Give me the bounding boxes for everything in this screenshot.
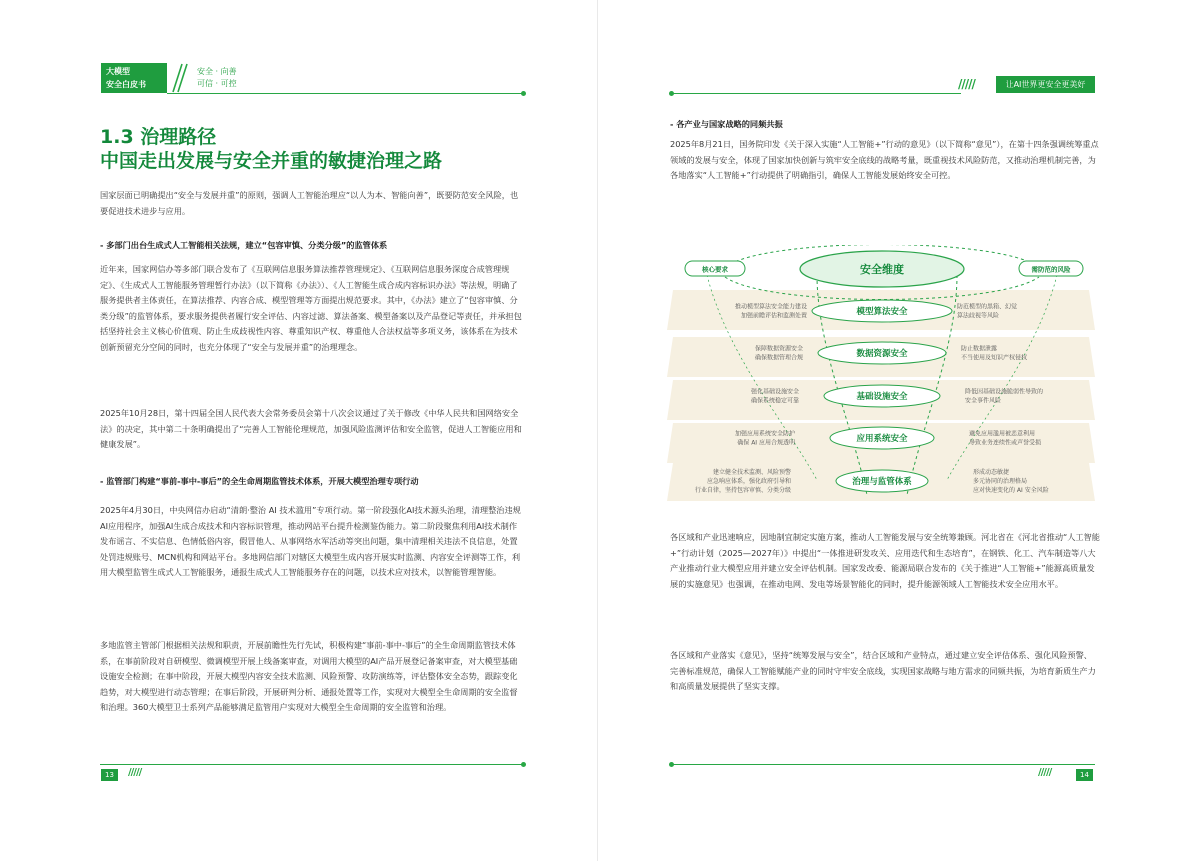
layer-5-requirement: 行业自律，坚持包容审慎、分类分级 [694,487,791,494]
left-page [0,0,597,861]
section-title: 1.3 治理路径 [100,126,217,148]
page-number: 14 [1076,769,1093,781]
footer-slash-icon: ///// [1038,767,1052,778]
paragraph-qinglang: 2025年4月30日，中央网信办启动“清朗·整治 AI 技术滥用”专项行动。第一阶段强化AI技术源头治理，清理整治违规AI应用程序，加强AI生成合成技术和内容标识管理，推动网站平台提升检测鉴伪能力。第二阶段聚焦利用AI技术制作发布谣言、不实信息、色情低俗内容，假冒他人、从事网络水军活动等突出问题，集中清理相关违法不良信息，处置处罚违规账号、MCN机构和网站平台。多地网信部门对辖区大模型生成内容开展实时监测、内容安全评测等工作，利用大模型监管生成式人工智能服务，通报生成式人工智能服务存在的问题，以技术应对技术，以智能管理智能。 [100,505,521,578]
layer-3-risk: 安全事件风险 [965,397,1002,405]
layer-3-requirement: 确保系统稳定可靠 [750,397,799,405]
paragraph-local-supervision: 多地监管主管部门根据相关法规和职责，开展前瞻性先行先试，积极构建“事前-事中-事后”的全生命周期监管技术体系，在事前阶段对自研模型、微调模型开展上线备案审查，对调用大模型的AI产品开展登记备案审查，对大模型基础设施安全检测；在事中阶段，开展大模型内容安全技术监测、风险预警、攻防演练等，评估整体安全态势，跟踪变化趋势，对大模型进行动态管理；在事后阶段，开展研判分析、通报处置等工作，实现对大模型全生命周期的安全监督和治理。360大模型卫士系列产品能够满足监管用户实现对大模型全生命周期的安全监管和治理。 [100,640,518,713]
logo-slash-icon [170,63,190,93]
layer-2-requirement: 确保数据管理合规 [754,354,803,362]
layer-3-requirement: 强化基础设施安全 [750,388,799,396]
layer-name-3: 基础设施安全 [856,392,908,402]
layer-5-risk: 多元协同的治理格局 [973,478,1028,485]
heading-synergy: - 各产业与国家战略的同频共振 [670,119,783,129]
layer-5-requirement: 应急响应体系，强化政府引导和 [706,478,791,485]
left-tag: 核心要求 [702,265,728,274]
layer-name-2: 数据资源安全 [856,349,908,359]
layer-name-4: 应用系统安全 [856,434,908,444]
header-tagline [197,66,237,90]
layer-2-risk: 防止数据泄露 [961,345,998,353]
footer-rule-dot [521,762,526,767]
page-number: 13 [101,769,118,781]
paragraph-hebei: 各区域和产业迅速响应，因地制宜制定实施方案，推动人工智能发展与安全统筹兼顾。河北省在《河北省推动“人工智能+”行动计划（2025—2027年）》中提出“一体推进研发攻关、应用迭代和生态培育”，在钢铁、化工、汽车制造等八大产业推动行业大模型应用并建立安全评估机制。国家发改委、能源局联合发布的《关于推进“人工智能+”能源高质量发展的实施意见》也强调，在推动电网、发电等场景智能化的同时，提升能源领域人工智能技术安全应用水平。 [670,532,1100,589]
layer-5-risk: 应对快速变化的 AI 安全风险 [973,487,1049,494]
header-rule [671,93,961,94]
layer-1-requirement: 加强前瞻评估和监测处置 [740,312,807,320]
paragraph-state-council: 2025年8月21日，国务院印发《关于深入实施“人工智能+”行动的意见》（以下简称“意见”），在第十四条强调统筹重点领域的发展与安全，体现了国家加快创新与筑牢安全底线的战略考量，既重视技术风险防范，又推动治理机制完善，为各地落实“人工智能+”行动提供了明确指引，确保人工智能发展始终安全可控。 [670,139,1099,181]
paragraph-regulations: 近年来，国家网信办等多部门联合发布了《互联网信息服务算法推荐管理规定》、《互联网信息服务深度合成管理规定》、《生成式人工智能服务管理暂行办法》（以下简称《办法》）、《人工智能生成合成内容标识办法》等法规，明确了服务提供者主体责任，在算法推荐、内容合成、模型管理等方面提出规范要求。其中，《办法》建立了“包容审慎、分类分级”的监管体系，要求服务提供者履行安全评估、内容过滤、算法备案、模型备案以及产品登记等责任，并承担包括坚持社会主义核心价值观、防止生成歧视性内容、尊重知识产权、尊重他人合法权益等多项义务，该体系在为技术创新预留充分空间的同时，也充分体现了“安全与发展并重”的治理理念。 [100,264,522,352]
header-rule-dot [521,91,526,96]
whitepaper-logo [101,63,167,93]
tagline-line-2: 可信 · 可控 [197,79,237,88]
heading-lifecycle: - 监管部门构建“事前-事中-事后”的全生命周期监管技术体系，开展大模型治理专项行动 [100,476,419,486]
layer-2-requirement: 保障数据资源安全 [754,345,803,353]
layer-4-risk: 导致业务连续性或声誉受损 [969,439,1042,447]
header-slogan: 让AI世界更安全更美好 [996,76,1095,93]
header-slash-icon: ///// [958,77,975,91]
top-label: 安全维度 [860,263,904,276]
footer-rule [100,764,524,765]
paragraph-cybersecurity-law: 2025年10月28日，第十四届全国人民代表大会常务委员会第十八次会议通过了关于修改《中华人民共和国网络安全法》的决定，其中第二十条明确提出了“完善人工智能伦理规范，加强风险监测评估和安全监管，促进人工智能应用和健康发展”。 [100,408,522,450]
layer-4-requirement: 确保 AI 应用合规透明 [737,439,795,447]
header-rule [167,93,524,94]
footer-rule [671,764,1095,765]
layer-1-requirement: 推动模型算法安全能力建设 [734,303,807,311]
logo-line-2: 安全白皮书 [106,80,146,89]
tagline-line-1: 安全 · 向善 [197,67,237,76]
layer-3-risk: 降低因基础设施脆弱性导致的 [965,388,1044,396]
right-page [598,0,1195,861]
layer-1-risk: 算法歧视等风险 [957,312,1000,320]
layer-5-risk: 形成动态敏捷 [973,469,1010,476]
intro-paragraph: 国家层面已明确提出“安全与发展并重”的原则，强调人工智能治理应“以人为本、智能向善”，既要防范安全风险，也要促进技术进步与应用。 [100,190,519,216]
layer-1-risk: 防范模型的黑箱、幻觉 [957,303,1018,311]
layer-name-5: 治理与监管体系 [852,477,912,487]
logo-line-1: 大模型 [106,67,130,76]
heading-regulations: - 多部门出台生成式人工智能相关法规，建立“包容审慎、分类分级”的监管体系 [100,240,388,250]
footer-slash-icon: ///// [128,767,142,778]
security-dimension-diagram [667,245,1097,502]
right-tag: 需防范的风险 [1031,265,1071,274]
layer-5-requirement: 建立健全技术监测、风险预警 [712,469,791,476]
paragraph-implementation: 各区域和产业落实《意见》，坚持“统筹发展与安全”，结合区域和产业特点，通过建立安全评估体系、强化风险预警、完善标准规范，确保人工智能赋能产业的同时守牢安全底线，实现国家战略与地方需求的同频共振，为培育新质生产力和高质量发展提供了坚实支撑。 [670,650,1096,692]
layer-4-risk: 避免应用滥用被恶意利用 [969,430,1036,438]
section-subtitle: 中国走出发展与安全并重的敏捷治理之路 [100,150,443,172]
layer-name-1: 模型算法安全 [856,307,908,317]
layer-4-requirement: 加强应用系统安全防护 [734,430,795,438]
layer-2-risk: 不当使用及知识产权侵权 [961,354,1028,362]
